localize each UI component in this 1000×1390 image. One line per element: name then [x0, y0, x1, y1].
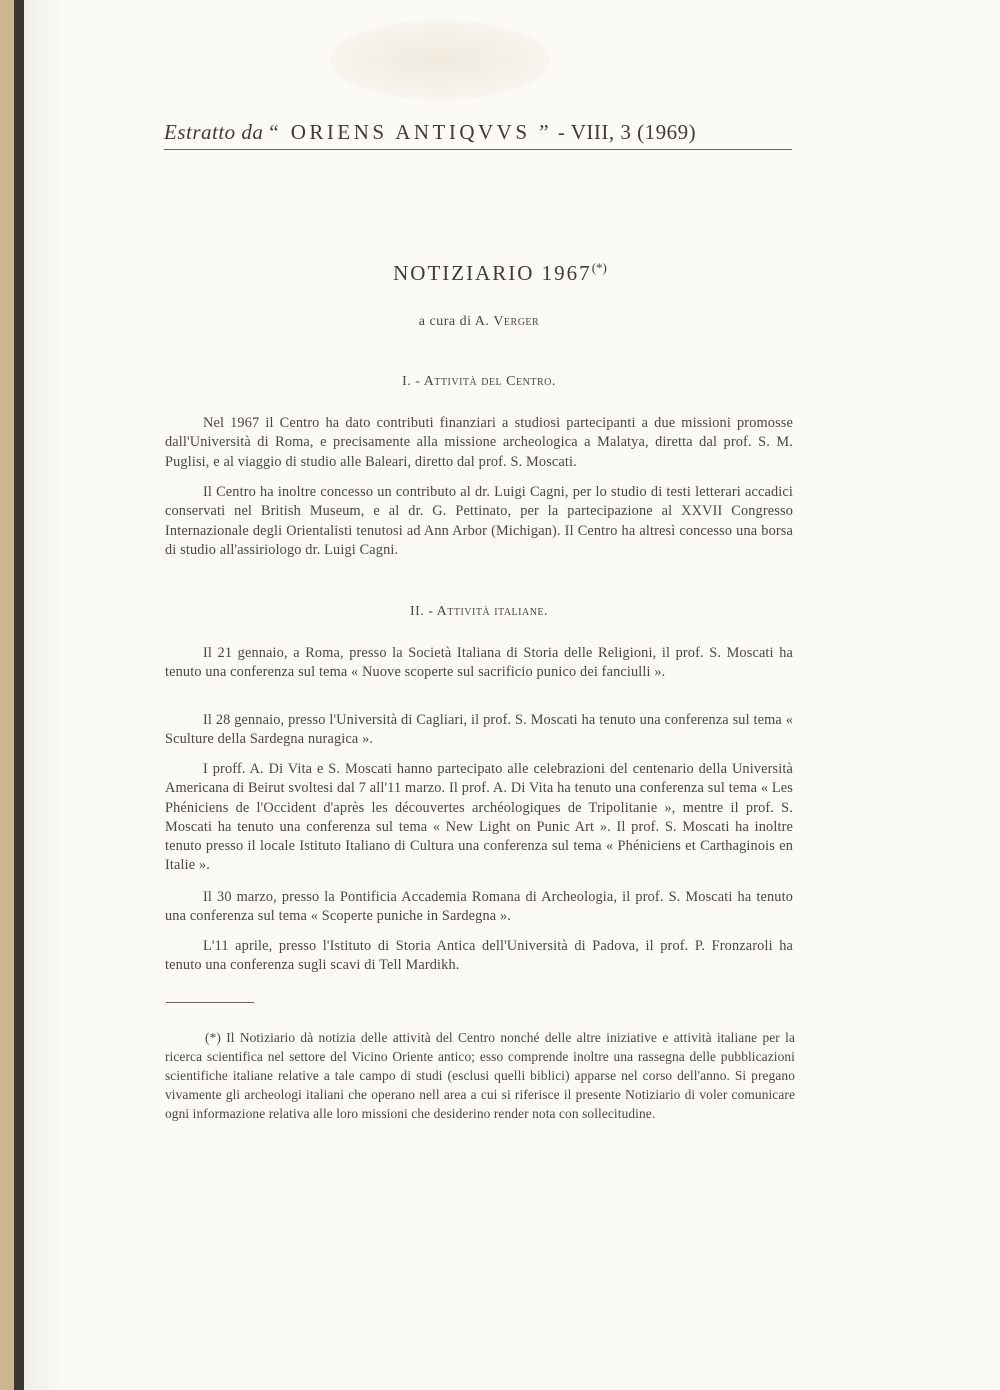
curator-line [0, 314, 958, 330]
section-heading-1: I. - Attività del Centro. [402, 374, 556, 389]
section-2-paragraph-4: Il 30 marzo, presso la Pontificia Accademia Romana di Archeologia, il prof. S. Moscati ha tenuto una conferenza sul tema « Scoperte puniche in Sardegna ». [165, 889, 793, 925]
footnote: (*) Il Notiziario dà notizia delle attività del Centro nonché delle altre iniziative e attività italiane per la ricerca scientifica nel settore del Vicino Oriente antico; esso comprende inoltre una rassegna delle pubblicazioni scientifiche italiane relative a tale campo di studi (esclusi quelli biblici) apparse nel corso dell'anno. Si pregano vivamente gli archeologi italiani che operano nell area a cui si riferisce il presente Notiziario di voler comunicare ogni informazione relativa alle loro missioni che desiderino render nota con sollecitudine. [165, 1030, 795, 1121]
section-2-paragraph-1: Il 21 gennaio, a Roma, presso la Società Italiana di Storia delle Religioni, il prof. S. Moscati ha tenuto una conferenza sul tema « Nuove scoperte sul sacrificio punico dei fanciulli ». [165, 645, 793, 681]
title-text: NOTIZIARIO 1967 [393, 261, 592, 285]
footnote-rule [166, 1002, 254, 1003]
section-2-paragraph-2: Il 28 gennaio, presso l'Università di Cagliari, il prof. S. Moscati ha tenuto una conferenza sul tema « Sculture della Sardegna nuragica ». [165, 712, 793, 748]
title-note-mark: (*) [591, 260, 607, 275]
header-prefix: Estratto da [164, 120, 264, 144]
section-1-paragraph-2: Il Centro ha inoltre concesso un contributo al dr. Luigi Cagni, per lo studio di testi letterari accadici conservati nel British Museum, e al dr. G. Pettinato, per la partecipazione al XXVII Congresso Internazionale degli Orientalisti tenutosi ad Ann Arbor (Michigan). Il Centro ha altresì concesso una borsa di studio all'assiriologo dr. Luigi Cagni. [165, 484, 793, 558]
sheet-shadow [24, 0, 64, 1390]
paper-stain [330, 20, 550, 100]
header-volume: - VIII, 3 (1969) [557, 120, 697, 144]
binding-edge [14, 0, 24, 1390]
section-1-paragraph-1: Nel 1967 il Centro ha dato contributi finanziari a studiosi partecipanti a due missioni promosse dall'Università di Roma, e precisamente alla missione archeologica a Malatya, diretta dal prof. S. M. Puglisi, e al viaggio di studio alle Baleari, diretto dal prof. S. Moscati. [165, 415, 793, 470]
curator-name: Verger [493, 314, 540, 329]
curator-prefix: a cura di A. [418, 314, 490, 329]
page-title [0, 260, 1000, 286]
section-heading-2: II. - Attività italiane. [409, 604, 549, 619]
section-2-paragraph-5: L'11 aprile, presso l'Istituto di Storia Antica dell'Università di Padova, il prof. P. Fronzaroli ha tenuto una conferenza sugli scavi di Tell Mardikh. [165, 938, 793, 974]
paper-sheet [24, 0, 1000, 1390]
section-2-paragraph-3: I proff. A. Di Vita e S. Moscati hanno partecipato alle celebrazioni del centenario della Università Americana di Beirut svoltesi dal 7 all'11 marzo. Il prof. A. Di Vita ha tenuto una conferenza sul tema « Les Phéniciens de l'Occident d'après les découvertes archéologiques de Tripolitanie », mentre il prof. S. Moscati ha tenuto una conferenza sul tema « New Light on Punic Art ». Il prof. S. Moscati ha inoltre tenuto presso il locale Istituto Italiano di Cultura una conferenza sul tema « Phéniciens et Carthaginois en Italie ». [165, 761, 793, 874]
offprint-header [164, 120, 792, 150]
header-journal: “ ORIENS ANTIQVVS ” [269, 120, 553, 144]
